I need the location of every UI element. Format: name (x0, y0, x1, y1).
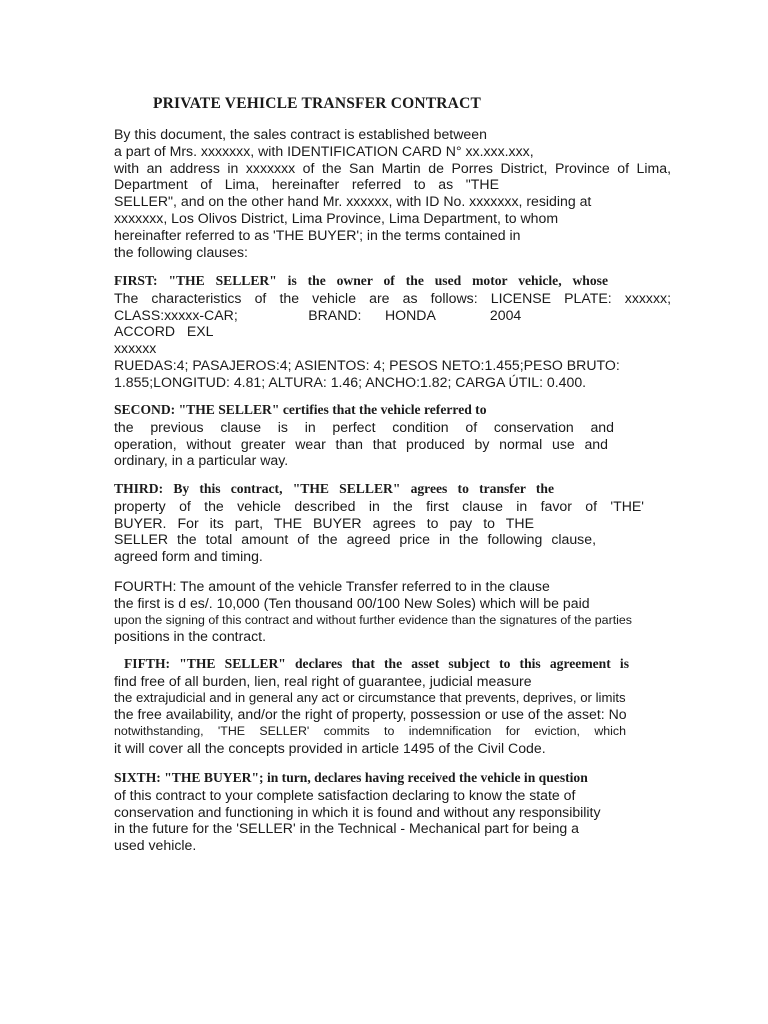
document-title: PRIVATE VEHICLE TRANSFER CONTRACT (153, 95, 482, 112)
clause-first (114, 273, 671, 391)
text-line: a part of Mrs. xxxxxxx, with IDENTIFICATION CARD N° xx.xxx.xxx, (114, 142, 534, 159)
clause-heading: FOURTH: The amount of the vehicle Transfer referred to in the clause (114, 578, 550, 594)
clause-heading: SECOND: "THE SELLER" certifies that the vehicle referred to (114, 402, 487, 417)
text-line: upon the signing of this contract and without further evidence than the signatures of the parties (114, 612, 632, 627)
clause-fourth (114, 578, 671, 645)
clause-fifth (114, 656, 671, 757)
text-line: notwithstanding, 'THE SELLER' commits to indemnification for eviction, which (114, 724, 626, 739)
text-line: CLASS:xxxxx-CAR; BRAND: HONDA 2004 (114, 306, 522, 323)
text-line: in the future for the 'SELLER' in the Technical - Mechanical part for being a (114, 820, 579, 837)
text-line: of this contract to your complete satisfaction declaring to know the state of (114, 786, 576, 803)
clause-heading: FIRST: "THE SELLER" is the owner of the used motor vehicle, whose (114, 273, 608, 288)
clause-sixth (114, 770, 671, 854)
text-line: Department of Lima, hereinafter referred to as "THE (114, 176, 499, 193)
text-line: the previous clause is in perfect condition of conservation and (114, 418, 614, 435)
text-line: hereinafter referred to as 'THE BUYER'; in the terms contained in (114, 226, 521, 243)
text-line: the first is d es/. 10,000 (Ten thousand 00/100 New Soles) which will be paid (114, 594, 590, 611)
text-line: it will cover all the concepts provided in article 1495 of the Civil Code. (114, 739, 546, 756)
text-line: property of the vehicle described in the first clause in favor of 'THE' (114, 497, 644, 514)
clause-heading: FIFTH: "THE SELLER" declares that the asset subject to this agreement is (124, 656, 629, 671)
text-line: the extrajudicial and in general any act or circumstance that prevents, deprives, or limits (114, 689, 626, 705)
clause-third (114, 481, 671, 565)
text-line: By this document, the sales contract is established between (114, 126, 487, 142)
text-line: ACCORD EXL (114, 323, 214, 340)
clause-heading: THIRD: By this contract, "THE SELLER" agrees to transfer the (114, 481, 554, 496)
text-line: used vehicle. (114, 837, 197, 854)
text-line: operation, without greater wear than that produced by normal use and (114, 435, 608, 452)
text-line: agreed form and timing. (114, 548, 263, 565)
text-line: xxxxxx (114, 340, 157, 357)
intro-paragraph (114, 126, 671, 260)
text-line: ordinary, in a particular way. (114, 452, 289, 469)
text-line: find free of all burden, lien, real right of guarantee, judicial measure (114, 672, 532, 689)
text-line: with an address in xxxxxxx of the San Martin de Porres District, Province of Lima, (114, 159, 671, 176)
text-line: xxxxxxx, Los Olivos District, Lima Province, Lima Department, to whom (114, 209, 559, 226)
text-line: The characteristics of the vehicle are as follows: LICENSE PLATE: xxxxxx; (114, 289, 671, 306)
text-line: RUEDAS:4; PASAJEROS:4; ASIENTOS: 4; PESOS NETO:1.455;PESO BRUTO: (114, 356, 620, 373)
text-line: conservation and functioning in which it is found and without any responsibility (114, 803, 601, 820)
text-line: the free availability, and/or the right of property, possession or use of the asset: No (114, 706, 627, 723)
text-line: 1.855;LONGITUD: 4.81; ALTURA: 1.46; ANCHO:1.82; CARGA ÚTIL: 0.400. (114, 373, 587, 390)
clause-second (114, 402, 671, 469)
text-line: positions in the contract. (114, 628, 266, 645)
text-line: SELLER the total amount of the agreed price in the following clause, (114, 531, 596, 548)
clause-heading: SIXTH: "THE BUYER"; in turn, declares having received the vehicle in question (114, 770, 588, 785)
text-line: SELLER", and on the other hand Mr. xxxxxx, with ID No. xxxxxxx, residing at (114, 193, 592, 210)
text-line: BUYER. For its part, THE BUYER agrees to pay to THE (114, 514, 534, 531)
text-line: the following clauses: (114, 243, 248, 260)
